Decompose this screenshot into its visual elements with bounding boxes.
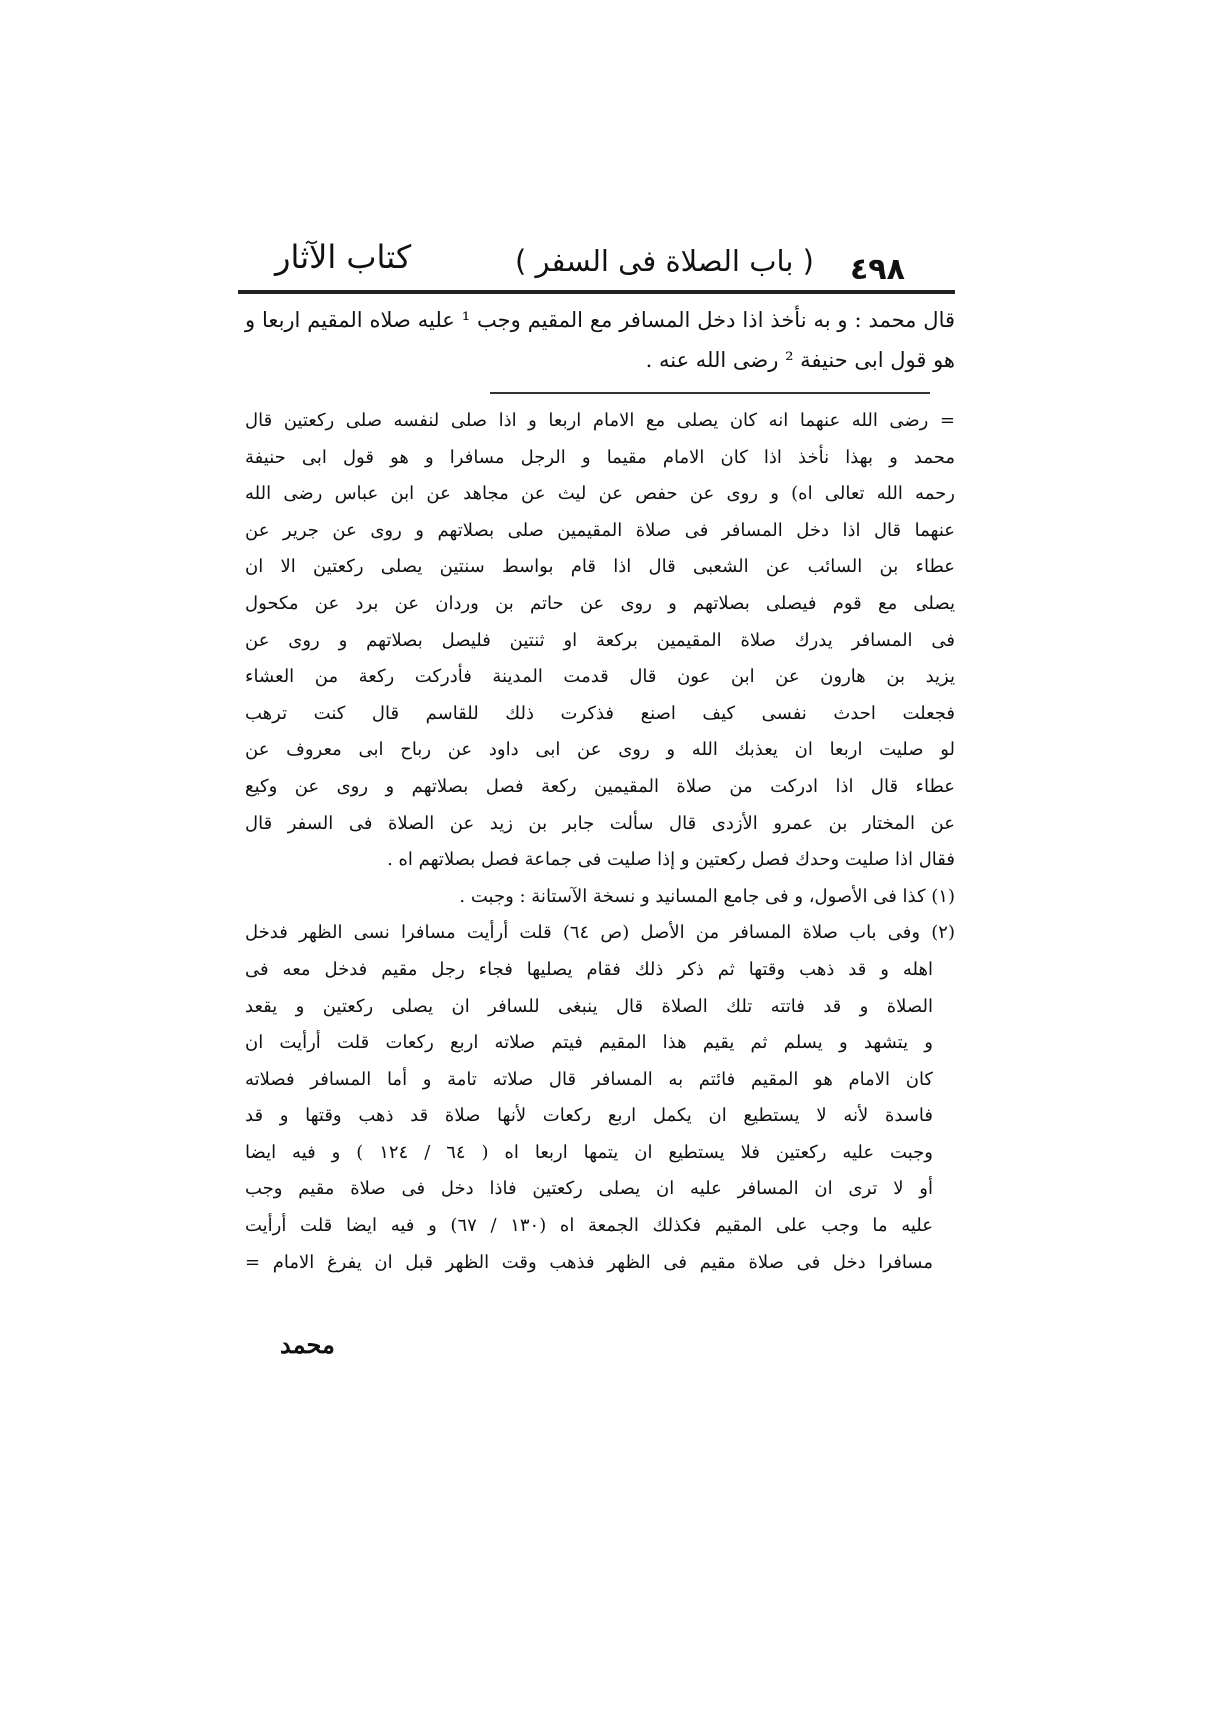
footnote-line: محمد و بهذا نأخذ اذا كان الامام مقيما و الرجل مسافرا و هو قول ابى حنيفة	[245, 446, 955, 468]
footnote-line: عنهما قال اذا دخل المسافر فى صلاة المقيمين صلى بصلاتهم و روى عن جرير عن	[245, 519, 955, 541]
footnote-line: يصلى مع قوم فيصلى بصلاتهم و روى عن حاتم بن وردان عن برد عن مكحول	[245, 592, 955, 614]
footnote-line: كان الامام هو المقيم فائتم به المسافر قال صلاته تامة و أما المسافر فصلاته	[245, 1068, 933, 1090]
page-header	[245, 238, 955, 286]
footnote-line: فجعلت احدث نفسى كيف اصنع فذكرت ذلك للقاسم قال كنت ترهب	[245, 702, 955, 724]
footnote-line: لو صليت اربعا ان يعذبك الله و روى عن ابى داود عن رباح ابى معروف عن	[245, 739, 955, 761]
footnote-line: فاسدة لأنه لا يستطيع ان يكمل اربع ركعات لأنها صلاة قد ذهب وقتها و قد	[245, 1105, 933, 1127]
footnote-line: أو لا ترى ان المسافر عليه ان يصلى ركعتين فاذا دخل فى صلاة مقيم وجب	[245, 1178, 933, 1200]
footnote-line: عليه ما وجب على المقيم فكذلك الجمعة اه (١٣٠ / ٦٧) و فيه ايضا قلت أرأيت	[245, 1215, 934, 1237]
footnote-line: فى المسافر يدرك صلاة المقيمين بركعة او ثنتين فليصل بصلاتهم و روى عن	[245, 629, 955, 651]
footnotes	[245, 403, 955, 1281]
book-title: كتاب الآثار	[275, 238, 412, 276]
footnote-line: عطاء قال اذا ادركت من صلاة المقيمين ركعة فصل بصلاتهم و روى عن وكيع	[245, 775, 955, 797]
footnote-line: = رضى الله عنهما انه كان يصلى مع الامام اربعا و اذا صلى لنفسه صلى ركعتين قال	[245, 410, 955, 431]
page-number: ٤٩٨	[850, 252, 905, 287]
footnote-2: (٢) وفى باب صلاة المسافر من الأصل (ص ٦٤) قلت أرأيت مسافرا نسى الظهر فدخل	[245, 922, 955, 944]
footnote-line: و يتشهد و يسلم ثم يقيم هذا المقيم فيتم صلاته اربع ركعات قلت أرأيت ان	[245, 1032, 933, 1054]
footnote-separator	[490, 392, 930, 394]
header-rule	[238, 290, 955, 294]
footnote-1: (١) كذا فى الأصول، و فى جامع المسانيد و نسخة الآستانة : وجبت .	[459, 885, 955, 907]
footnote-line: اهله و قد ذهب وقتها ثم ذكر ذلك فقام يصليها فجاء رجل مقيم فدخل معه فى	[245, 958, 933, 980]
catchword: محمد	[280, 1330, 335, 1359]
footnote-line: مسافرا دخل فى صلاة مقيم فى الظهر فذهب وقت الظهر قبل ان يفرغ الامام =	[245, 1251, 933, 1273]
main-text: قال محمد : و به نأخذ اذا دخل المسافر مع المقيم وجب ¹ عليه صلاه المقيم اربعا و هو قول ابى حنيفة ² رضى الله عنه .	[245, 308, 956, 372]
footnote-line: عطاء بن السائب عن الشعبى قال اذا قام بواسط سنتين يصلى ركعتين الا ان	[245, 556, 955, 578]
footnote-line: عن المختار بن عمرو الأزدى قال سألت جابر بن زيد عن الصلاة فى السفر قال	[245, 812, 955, 834]
footnote-line: رحمه الله تعالى اه) و روى عن حفص عن ليث عن مجاهد عن ابن عباس رضى الله	[245, 483, 955, 505]
footnote-line: فقال اذا صليت وحدك فصل ركعتين و إذا صليت فى جماعة فصل بصلاتهم اه .	[387, 849, 955, 871]
chapter-title: ( باب الصلاة فى السفر )	[515, 244, 814, 278]
footnote-line: يزيد بن هارون عن ابن عون قال قدمت المدينة فأدركت ركعة من العشاء	[245, 666, 955, 688]
footnote-line: وجبت عليه ركعتين فلا يستطيع ان يتمها اربعا اه ( ٦٤ / ١٢٤ ) و فيه ايضا	[245, 1141, 933, 1163]
footnote-line: الصلاة و قد فاتته تلك الصلاة قال ينبغى للسافر ان يصلى ركعتين و يقعد	[245, 995, 933, 1017]
